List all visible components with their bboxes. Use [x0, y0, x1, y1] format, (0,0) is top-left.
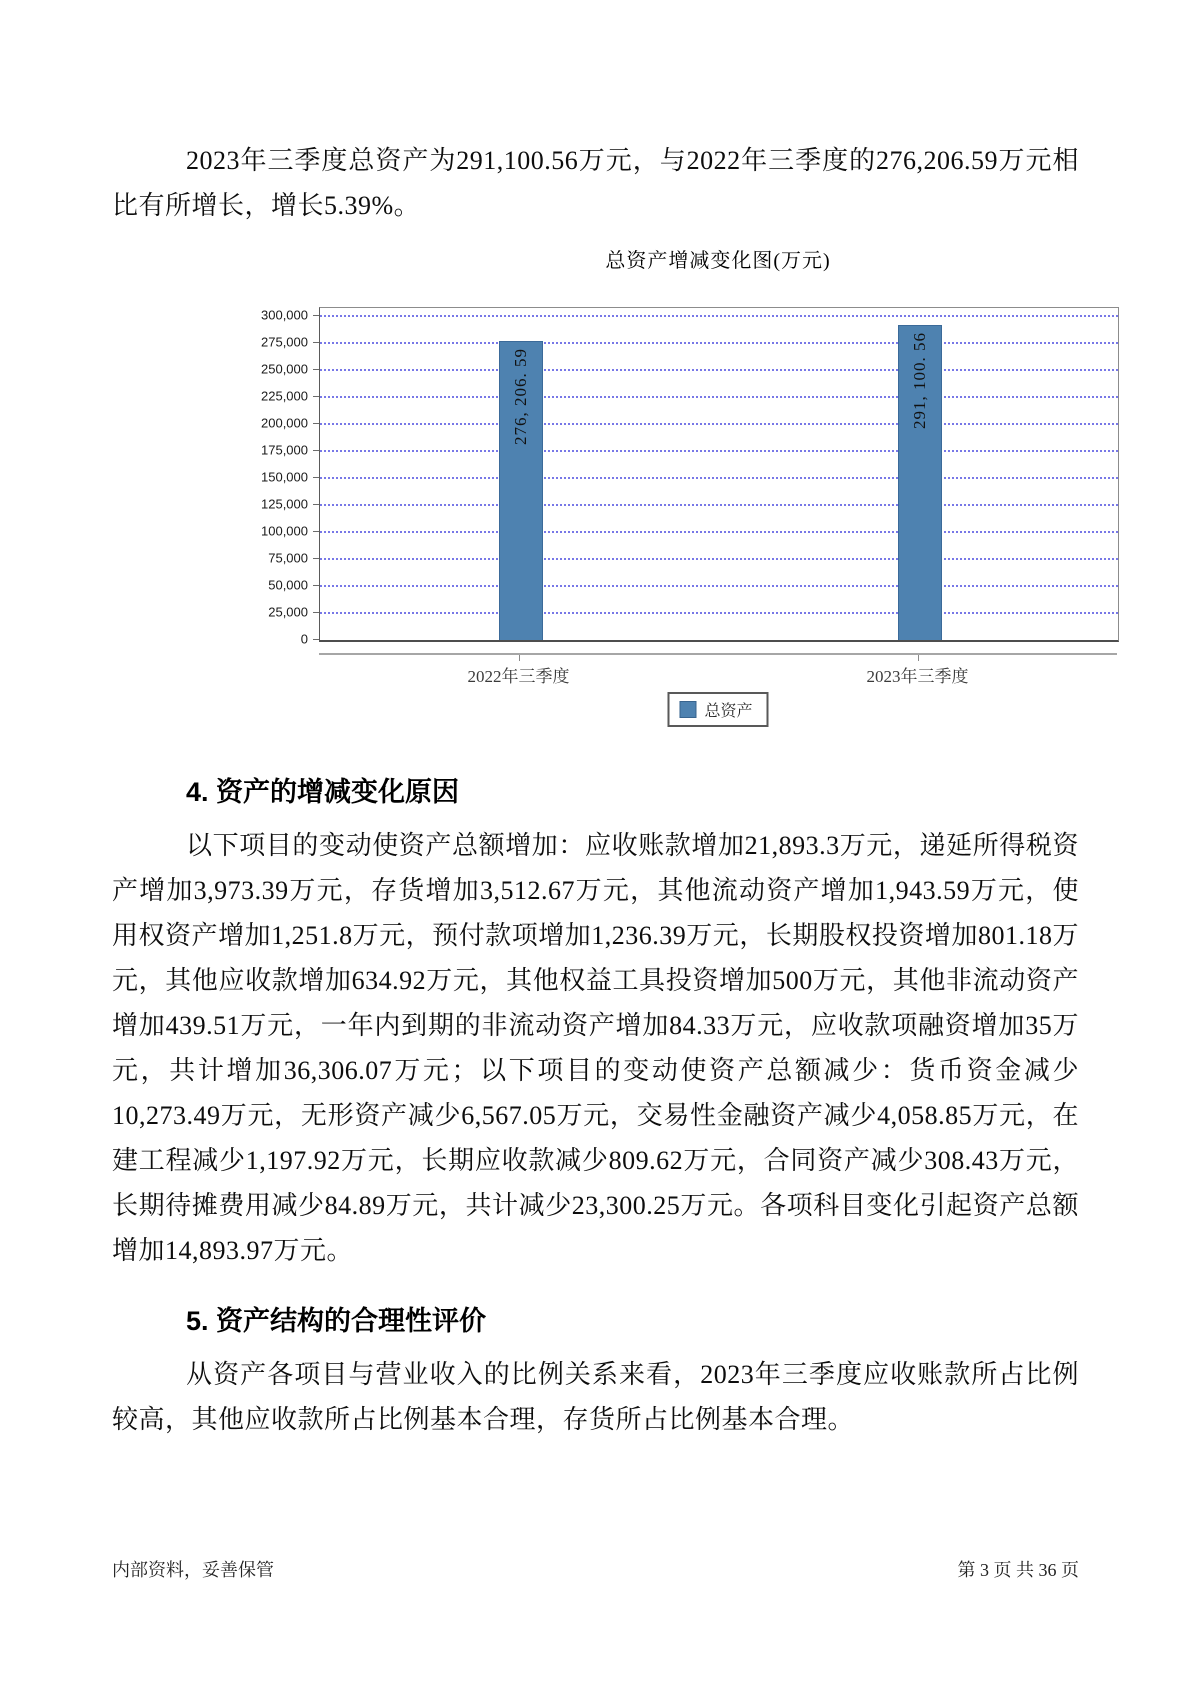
- y-axis-tick-label: 150,000: [261, 469, 308, 485]
- gridline: [320, 423, 1118, 425]
- gridline: [320, 396, 1118, 398]
- gridline: [320, 477, 1118, 479]
- gridline: [320, 612, 1118, 614]
- y-axis-tick: [313, 612, 319, 613]
- y-axis-tick-label: 50,000: [268, 577, 308, 593]
- gridline: [320, 342, 1118, 344]
- bar-2022年三季度: [499, 341, 543, 640]
- x-axis-category-label: 2023年三季度: [866, 667, 969, 686]
- y-axis-tick: [313, 639, 319, 640]
- y-axis-tick: [313, 477, 319, 478]
- y-axis-tick: [313, 450, 319, 451]
- chart-x-axis-line: [319, 653, 1117, 655]
- y-axis-tick-label: 0: [300, 631, 308, 647]
- page-content: [112, 138, 1079, 1442]
- x-axis-category-label: 2022年三季度: [467, 667, 570, 686]
- intro-paragraph: 2023年三季度总资产为291,100.56万元，与2022年三季度的276,206.59万元相比有所增长，增长5.39%。: [112, 146, 1079, 220]
- chart-legend: [667, 692, 768, 727]
- gridline: [320, 315, 1118, 317]
- bar-value-text: 276, 206. 59: [511, 348, 530, 445]
- y-axis-tick: [313, 423, 319, 424]
- gridline: [320, 450, 1118, 452]
- y-axis-tick-label: 100,000: [261, 523, 308, 539]
- y-axis-tick: [313, 342, 319, 343]
- bar-value-text: 291, 100. 56: [910, 332, 929, 429]
- y-axis-tick-label: 200,000: [261, 415, 308, 431]
- section-5-paragraph: 从资产各项目与营业收入的比例关系来看，2023年三季度应收账款所占比例较高，其他应收款所占比例基本合理，存货所占比例基本合理。: [112, 1360, 1079, 1434]
- x-axis-tick: [918, 655, 919, 661]
- y-axis-tick-label: 25,000: [268, 604, 308, 620]
- footer-confidential-note: 内部资料，妥善保管: [112, 1560, 274, 1580]
- bar-value-label: [899, 332, 941, 429]
- x-axis-tick: [519, 655, 520, 661]
- section-4-heading: 4. 资产的增减变化原因: [186, 777, 460, 807]
- chart-plot-area: [319, 307, 1119, 642]
- gridline: [320, 558, 1118, 560]
- gridline: [320, 369, 1118, 371]
- y-axis-tick-label: 175,000: [261, 442, 308, 458]
- y-axis-tick-label: 125,000: [261, 496, 308, 512]
- y-axis-tick: [313, 558, 319, 559]
- legend-label: 总资产: [704, 703, 753, 720]
- page-footer: [112, 1556, 1079, 1582]
- y-axis-tick: [313, 396, 319, 397]
- chart-title: 总资产增减变化图(万元): [605, 250, 831, 272]
- y-axis-tick: [313, 315, 319, 316]
- bar-value-label: [500, 348, 542, 445]
- y-axis-tick: [313, 531, 319, 532]
- footer-page-number: 第 3 页 共 36 页: [957, 1560, 1079, 1580]
- y-axis-tick-label: 300,000: [261, 307, 308, 323]
- gridline: [320, 504, 1118, 506]
- y-axis-tick-label: 250,000: [261, 361, 308, 377]
- section-5-heading: 5. 资产结构的合理性评价: [186, 1306, 487, 1336]
- y-axis-tick-label: 75,000: [268, 550, 308, 566]
- y-axis-tick-label: 275,000: [261, 334, 308, 350]
- bar-2023年三季度: [898, 325, 942, 640]
- y-axis-tick: [313, 369, 319, 370]
- gridline: [320, 585, 1118, 587]
- gridline: [320, 531, 1118, 533]
- section-4-paragraph: 以下项目的变动使资产总额增加：应收账款增加21,893.3万元，递延所得税资产增加3,973.39万元，存货增加3,512.67万元，其他流动资产增加1,943.59万元，使用权资产增加1,251.8万元，预付款项增加1,236.39万元，长期股权投资增加801.18万元，其他应收款增加634.92万元，其他权益工具投资增加500万元，其他非流动资产增加439.51万元，一年内到期的非流动资产增加84.33万元，应收款项融资增加35万元，共计增加36,306.07万元；以下项目的变动使资产总额减少：货币资金减少10,273.49万元，无形资产减少6,567.05万元，交易性金融资产减少4,058.85万元，在建工程减少1,197.92万元，长期应收款减少809.62万元，合同资产减少308.43万元，长期待摊费用减少84.89万元，共计减少23,300.25万元。各项科目变化引起资产总额增加14,893.97万元。: [112, 831, 1079, 1265]
- legend-swatch-icon: [679, 701, 696, 718]
- y-axis-tick: [313, 585, 319, 586]
- y-axis-tick-label: 225,000: [261, 388, 308, 404]
- y-axis-tick: [313, 504, 319, 505]
- total-assets-bar-chart: [112, 242, 1079, 744]
